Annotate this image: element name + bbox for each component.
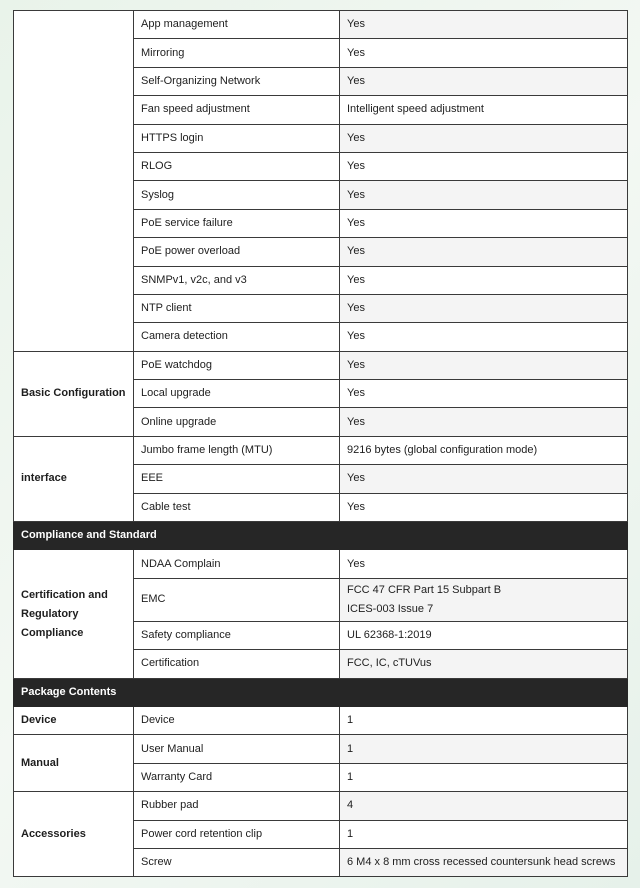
value-cell: Yes bbox=[340, 124, 628, 152]
category-cell-basic-configuration: Basic Configuration bbox=[14, 351, 134, 436]
feature-cell: App management bbox=[134, 11, 340, 39]
feature-cell: Power cord retention clip bbox=[134, 820, 340, 848]
value-cell: 1 bbox=[340, 706, 628, 734]
section-header-package: Package Contents bbox=[14, 678, 628, 706]
feature-cell: Syslog bbox=[134, 181, 340, 209]
value-line: ICES-003 Issue 7 bbox=[347, 602, 434, 615]
table-row bbox=[14, 351, 628, 379]
table-row bbox=[14, 706, 628, 734]
category-cell-manual: Manual bbox=[14, 735, 134, 792]
value-cell bbox=[340, 578, 628, 621]
category-line: Certification and bbox=[21, 588, 108, 601]
feature-cell: Fan speed adjustment bbox=[134, 96, 340, 124]
value-cell: Yes bbox=[340, 294, 628, 322]
category-cell-empty bbox=[14, 11, 134, 352]
feature-cell: SNMPv1, v2c, and v3 bbox=[134, 266, 340, 294]
value-cell: Yes bbox=[340, 67, 628, 95]
feature-cell: Screw bbox=[134, 848, 340, 876]
category-cell-device: Device bbox=[14, 706, 134, 734]
value-cell: Yes bbox=[340, 351, 628, 379]
value-cell: Yes bbox=[340, 181, 628, 209]
category-cell-accessories: Accessories bbox=[14, 792, 134, 877]
spec-sheet bbox=[13, 10, 627, 876]
value-cell: Yes bbox=[340, 550, 628, 578]
value-cell: 1 bbox=[340, 735, 628, 763]
section-header-row bbox=[14, 522, 628, 550]
feature-cell: Jumbo frame length (MTU) bbox=[134, 436, 340, 464]
value-cell: Yes bbox=[340, 380, 628, 408]
category-cell-certification bbox=[14, 550, 134, 678]
feature-cell: Warranty Card bbox=[134, 763, 340, 791]
feature-cell: PoE service failure bbox=[134, 209, 340, 237]
value-cell: Yes bbox=[340, 493, 628, 521]
value-cell: Yes bbox=[340, 11, 628, 39]
value-cell: Yes bbox=[340, 152, 628, 180]
value-cell: Yes bbox=[340, 238, 628, 266]
value-cell: Yes bbox=[340, 323, 628, 351]
feature-cell: Self-Organizing Network bbox=[134, 67, 340, 95]
value-cell: 1 bbox=[340, 820, 628, 848]
category-line: Compliance bbox=[21, 626, 84, 639]
feature-cell: EEE bbox=[134, 465, 340, 493]
value-cell: UL 62368-1:2019 bbox=[340, 621, 628, 649]
value-line: FCC 47 CFR Part 15 Subpart B bbox=[347, 583, 502, 596]
feature-cell: Certification bbox=[134, 650, 340, 678]
feature-cell: Camera detection bbox=[134, 323, 340, 351]
feature-cell: NDAA Complain bbox=[134, 550, 340, 578]
category-cell-interface: interface bbox=[14, 436, 134, 521]
value-cell: Yes bbox=[340, 39, 628, 67]
value-cell: Yes bbox=[340, 266, 628, 294]
feature-cell: EMC bbox=[134, 578, 340, 621]
value-cell: Yes bbox=[340, 465, 628, 493]
feature-cell: Rubber pad bbox=[134, 792, 340, 820]
feature-cell: Mirroring bbox=[134, 39, 340, 67]
feature-cell: Cable test bbox=[134, 493, 340, 521]
value-cell: 4 bbox=[340, 792, 628, 820]
feature-cell: RLOG bbox=[134, 152, 340, 180]
value-cell: Yes bbox=[340, 408, 628, 436]
feature-cell: PoE watchdog bbox=[134, 351, 340, 379]
section-header-row bbox=[14, 678, 628, 706]
value-cell: FCC, IC, cTUVus bbox=[340, 650, 628, 678]
table-row bbox=[14, 11, 628, 39]
value-cell: Yes bbox=[340, 209, 628, 237]
section-header-compliance: Compliance and Standard bbox=[14, 522, 628, 550]
feature-cell: Local upgrade bbox=[134, 380, 340, 408]
table-row bbox=[14, 792, 628, 820]
value-cell: 6 M4 x 8 mm cross recessed countersunk head screws bbox=[340, 848, 628, 876]
feature-cell: Safety compliance bbox=[134, 621, 340, 649]
value-cell: Intelligent speed adjustment bbox=[340, 96, 628, 124]
feature-cell: NTP client bbox=[134, 294, 340, 322]
table-row bbox=[14, 436, 628, 464]
feature-cell: Online upgrade bbox=[134, 408, 340, 436]
spec-table bbox=[13, 10, 628, 877]
value-cell: 1 bbox=[340, 763, 628, 791]
table-row bbox=[14, 550, 628, 578]
feature-cell: PoE power overload bbox=[134, 238, 340, 266]
feature-cell: User Manual bbox=[134, 735, 340, 763]
table-row bbox=[14, 735, 628, 763]
value-cell: 9216 bytes (global configuration mode) bbox=[340, 436, 628, 464]
category-line: Regulatory bbox=[21, 607, 79, 620]
feature-cell: HTTPS login bbox=[134, 124, 340, 152]
feature-cell: Device bbox=[134, 706, 340, 734]
